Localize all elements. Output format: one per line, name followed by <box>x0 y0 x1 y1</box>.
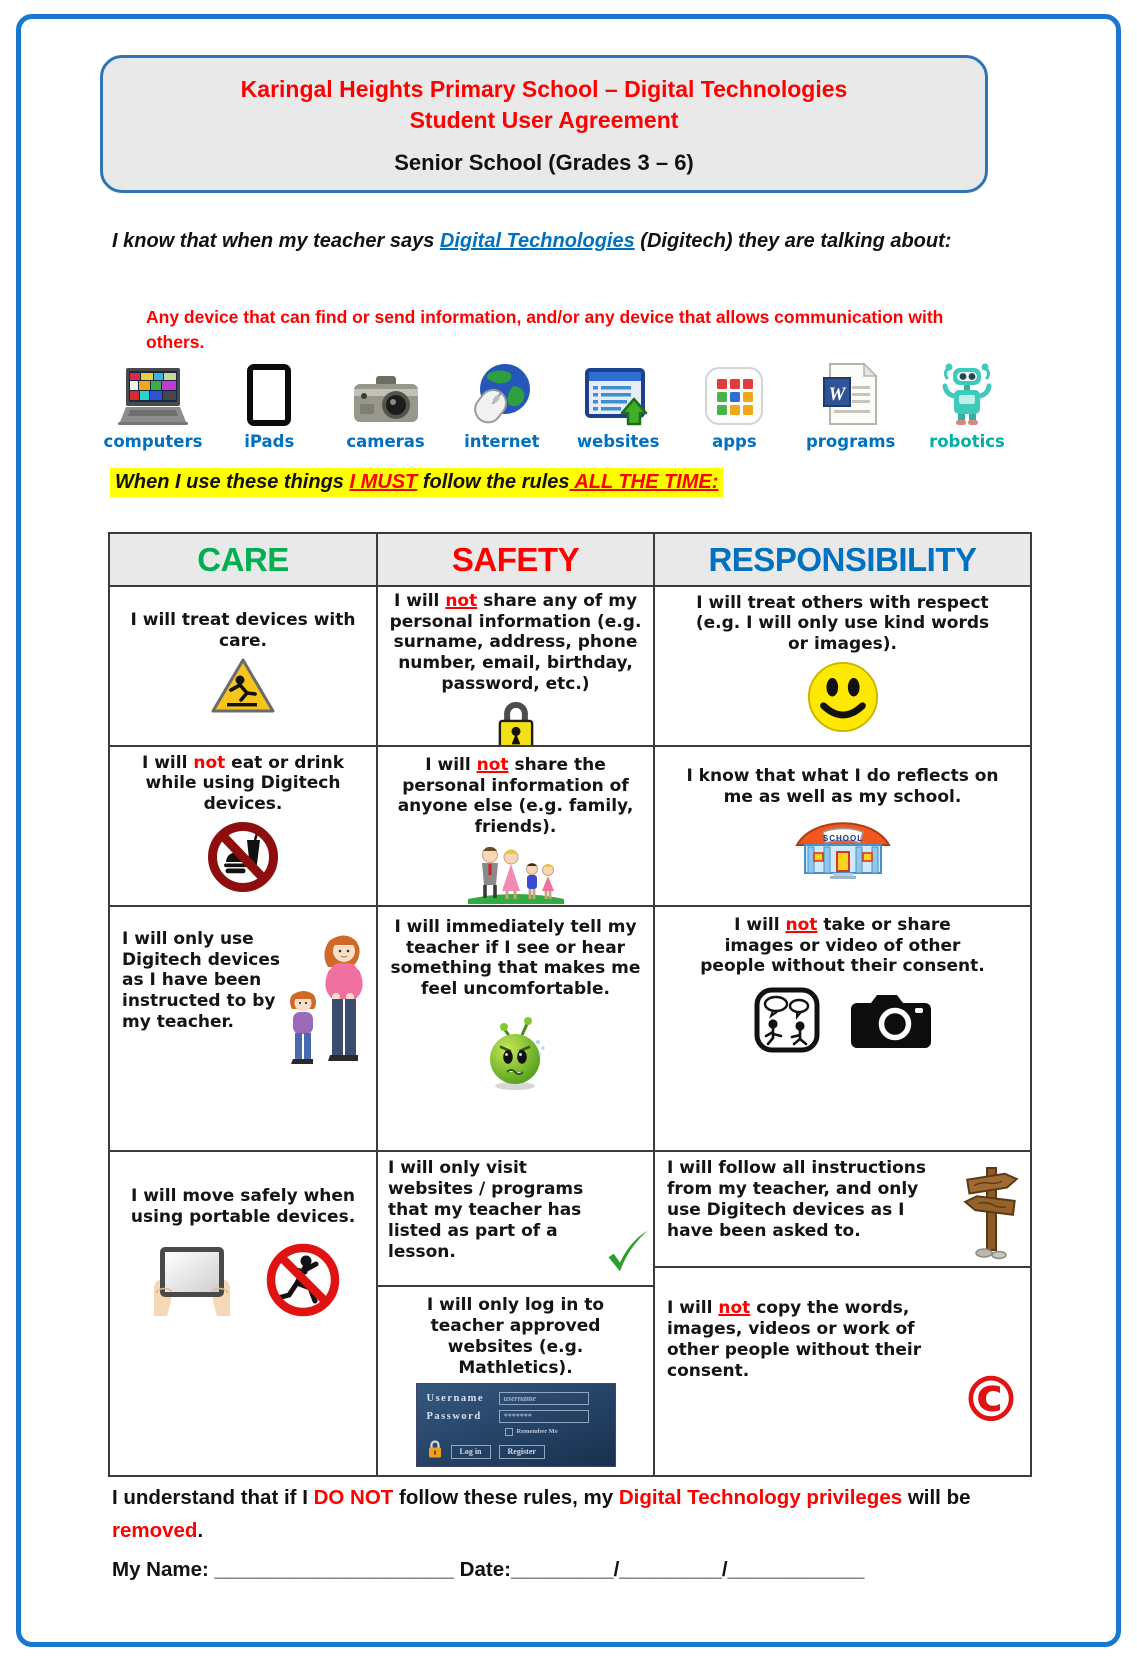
no-running-icon <box>264 1241 342 1325</box>
hands-holding-tablet-icon <box>144 1241 240 1325</box>
responsibility-r4b-text: I will not copy the words, images, videos or work of other people without their consent. <box>667 1298 922 1382</box>
digitech-definition: Any device that can find or send information, and/or any device that allows communication with others. <box>146 307 944 353</box>
care-r3-text: I will only use Digitech devices as I have been instructed to by my teacher. <box>122 929 281 1032</box>
rules-banner-text: When I use these things I MUST follow the rules ALL THE TIME: <box>110 468 723 497</box>
password-input: ******* <box>499 1410 589 1423</box>
worried-alien-icon <box>481 1014 551 1098</box>
tablet-icon <box>246 360 292 426</box>
rules-banner <box>110 468 723 497</box>
device-internet <box>449 360 555 451</box>
care-r4-text: I will move safely when using portable devices. <box>130 1186 356 1227</box>
school-building-icon <box>791 812 895 886</box>
signature-line: My Name: _____________________ Date:_________/_________/____________ <box>112 1558 865 1581</box>
safety-r4a-text: I will only visit websites / programs that my teacher has listed as part of a lesson. <box>388 1158 584 1263</box>
device-label-cameras: cameras <box>346 432 425 451</box>
device-apps <box>681 360 787 451</box>
responsibility-r3-text: I will not take or share images or video of other people without their consent. <box>700 915 985 977</box>
device-label-ipads: iPads <box>244 432 295 451</box>
safety-r4b-text: I will only log in to teacher approved websites (e.g. Mathletics). <box>426 1295 605 1379</box>
svg-text:SCHOOL: SCHOOL <box>822 834 863 844</box>
robot-icon <box>935 360 999 426</box>
cell-safety-r4a <box>378 1152 653 1287</box>
device-cameras <box>333 360 439 451</box>
cell-care-r4 <box>110 1152 378 1475</box>
family-icon <box>466 843 566 907</box>
globe-mouse-icon <box>470 360 534 426</box>
app-grid-icon <box>704 360 764 426</box>
device-icon-row <box>100 360 1020 451</box>
cell-responsibility-r1 <box>655 587 1030 747</box>
device-label-apps: apps <box>712 432 757 451</box>
column-header-care: CARE <box>110 534 378 587</box>
black-camera-icon <box>849 990 933 1056</box>
responsibility-r4a-text: I will follow all instructions from my teacher, and only use Digitech devices as I have been asked to. <box>667 1158 927 1242</box>
agreement-table <box>108 532 1032 1477</box>
title-line2: Student User Agreement <box>409 107 679 134</box>
trip-hazard-icon <box>209 656 277 722</box>
responsibility-r2-text: I know that what I do reflects on me as well as my school. <box>686 765 999 807</box>
device-robotics <box>914 360 1020 451</box>
cell-safety-r4 <box>378 1152 655 1475</box>
cell-responsibility-r3 <box>655 907 1030 1152</box>
green-checkmark-icon <box>605 1227 649 1283</box>
browser-upload-icon <box>584 360 652 426</box>
cell-responsibility-r4 <box>655 1152 1030 1475</box>
responsibility-r1-text: I will treat others with respect (e.g. I will only use kind words or images). <box>695 592 990 654</box>
device-label-websites: websites <box>576 432 660 451</box>
password-label: Password <box>426 1411 482 1423</box>
cell-responsibility-r4b <box>655 1268 1030 1475</box>
cell-safety-r3 <box>378 907 655 1152</box>
cell-care-r2 <box>110 747 378 907</box>
device-computers <box>100 360 206 451</box>
device-label-robotics: robotics <box>929 432 1005 451</box>
column-header-responsibility: RESPONSIBILITY <box>655 534 1030 587</box>
care-r1-text: I will treat devices with care. <box>130 609 356 651</box>
signpost-icon <box>958 1160 1024 1266</box>
register-button: Register <box>499 1445 545 1459</box>
svg-text:W: W <box>828 384 846 405</box>
cell-safety-r4b <box>378 1287 653 1473</box>
device-websites <box>565 360 671 451</box>
cell-safety-r2 <box>378 747 655 907</box>
username-input: username <box>499 1392 589 1405</box>
cell-responsibility-r2 <box>655 747 1030 907</box>
care-r2-text: I will not eat or drink while using Digitech devices. <box>141 752 344 814</box>
padlock-icon <box>491 700 541 747</box>
header-box <box>100 55 988 193</box>
cell-safety-r1 <box>378 587 655 747</box>
intro-sentence: I know that when my teacher says Digital Technologies (Digitech) they are talking about: <box>112 230 952 252</box>
remember-checkbox <box>505 1428 513 1436</box>
title-line1: Karingal Heights Primary School – Digital Technologies <box>240 76 848 102</box>
word-document-icon <box>822 360 880 426</box>
login-padlock-icon <box>427 1439 443 1464</box>
smiley-face-icon <box>806 660 880 740</box>
cell-care-r1 <box>110 587 378 747</box>
login-button: Log in <box>451 1445 491 1459</box>
username-label: Username <box>426 1393 484 1405</box>
no-food-drink-icon <box>206 820 280 900</box>
device-label-computers: computers <box>103 432 203 451</box>
login-screenshot <box>416 1383 616 1467</box>
safety-r1-text: I will not share any of my personal information (e.g. surname, address, phone number, email, birthday, password, etc.) <box>389 591 642 694</box>
remember-label: Remember Me <box>516 1428 558 1436</box>
safety-r2-text: I will not share the personal information of anyone else (e.g. family, friends). <box>397 755 634 838</box>
cell-care-r3 <box>110 907 378 1152</box>
column-header-safety: SAFETY <box>378 534 655 587</box>
device-label-internet: internet <box>464 432 540 451</box>
laptop-icon <box>114 360 192 426</box>
camera-icon <box>352 360 420 426</box>
device-ipads <box>216 360 322 451</box>
teacher-and-child-icon <box>284 929 368 1091</box>
page-subtitle: Senior School (Grades 3 – 6) <box>394 150 694 176</box>
device-programs <box>798 360 904 451</box>
device-label-programs: programs <box>805 432 896 451</box>
consequence-statement: I understand that if I DO NOT follow these rules, my Digital Technology privileges will be removed. <box>112 1486 971 1542</box>
safety-r3-text: I will immediately tell my teacher if I see or hear something that makes me feel uncomfortable. <box>390 917 641 1000</box>
talking-people-icon <box>753 986 821 1060</box>
cell-responsibility-r4a <box>655 1152 1030 1268</box>
page-title <box>103 74 985 136</box>
copyright-icon: © <box>960 1363 1022 1436</box>
